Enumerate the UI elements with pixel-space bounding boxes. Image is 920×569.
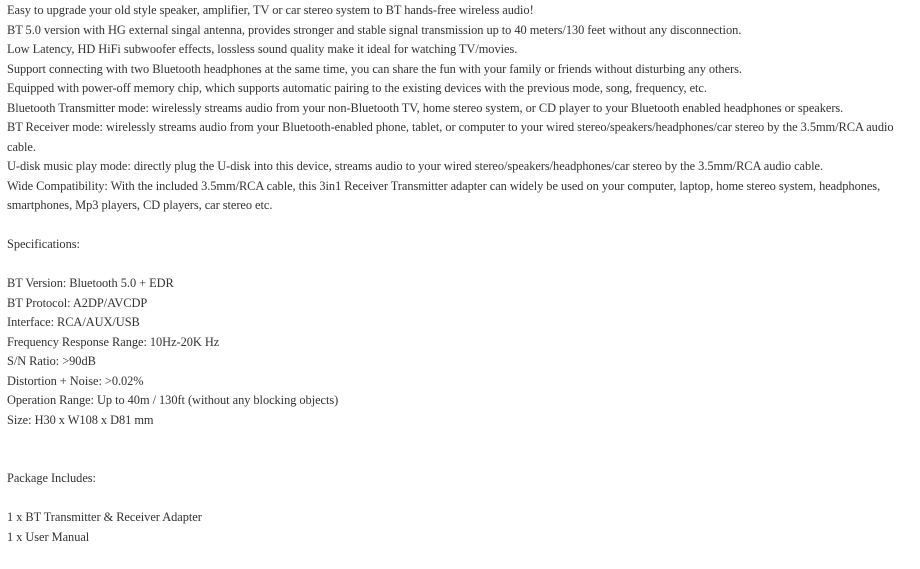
spec-item: S/N Ratio: >90dB xyxy=(7,354,96,368)
feature-item: Low Latency, HD HiFi subwoofer effects, lossless sound quality make it ideal for watching TV/movies. xyxy=(7,42,518,56)
feature-item: Wide Compatibility: With the included 3.5mm/RCA cable, this 3in1 Receiver Transmitter adapter can widely be used on your computer, laptop, home stereo system, headphones, smartphones, Mp3 players, CD players, car stereo etc. xyxy=(7,178,881,212)
feature-item: Equipped with power-off memory chip, which supports automatic pairing to the existing devices with the previous mode, song, frequency, etc. xyxy=(7,81,707,95)
feature-list xyxy=(7,1,919,216)
package-item: 1 x User Manual xyxy=(7,529,90,544)
package-heading: Package Includes: xyxy=(7,471,96,485)
feature-item: Easy to upgrade your old style speaker, amplifier, TV or car stereo system to BT hands-free wireless audio! xyxy=(7,3,534,17)
spacer xyxy=(7,489,919,509)
feature-item: BT Receiver mode: wirelessly streams audio from your Bluetooth-enabled phone, tablet, or computer to your wired stereo/speakers/headphones/car stereo by the 3.5mm/RCA audio cable. xyxy=(7,120,894,154)
spacer xyxy=(7,430,919,469)
spec-item: Frequency Response Range: 10Hz-20K Hz xyxy=(7,334,220,349)
spacer xyxy=(7,255,919,275)
spec-item: Size: H30 x W108 x D81 mm xyxy=(7,412,154,427)
feature-item: Bluetooth Transmitter mode: wirelessly streams audio from your non-Bluetooth TV, home stereo system, or CD player to your Bluetooth enabled headphones or speakers. xyxy=(7,100,844,115)
specifications-heading: Specifications: xyxy=(7,237,80,251)
feature-item: BT 5.0 version with HG external singal antenna, provides stronger and stable signal transmission up to 40 meters/130 feet without any disconnection. xyxy=(7,22,742,37)
product-description xyxy=(7,1,919,547)
package-list xyxy=(7,508,919,547)
feature-item: U-disk music play mode: directly plug the U-disk into this device, streams audio to your wired stereo/speakers/headphones/car stereo by the 3.5mm/RCA audio cable. xyxy=(7,159,824,173)
specifications-list xyxy=(7,274,919,430)
feature-item: Support connecting with two Bluetooth headphones at the same time, you can share the fun with your family or friends without disturbing any others. xyxy=(7,61,742,76)
spec-item: Operation Range: Up to 40m / 130ft (without any blocking objects) xyxy=(7,393,339,407)
spacer xyxy=(7,216,919,236)
package-item: 1 x BT Transmitter & Receiver Adapter xyxy=(7,510,202,524)
spec-item: Distortion + Noise: >0.02% xyxy=(7,373,144,388)
spec-item: Interface: RCA/AUX/USB xyxy=(7,315,140,329)
spec-item: BT Protocol: A2DP/AVCDP xyxy=(7,295,148,310)
spec-item: BT Version: Bluetooth 5.0 + EDR xyxy=(7,276,174,290)
